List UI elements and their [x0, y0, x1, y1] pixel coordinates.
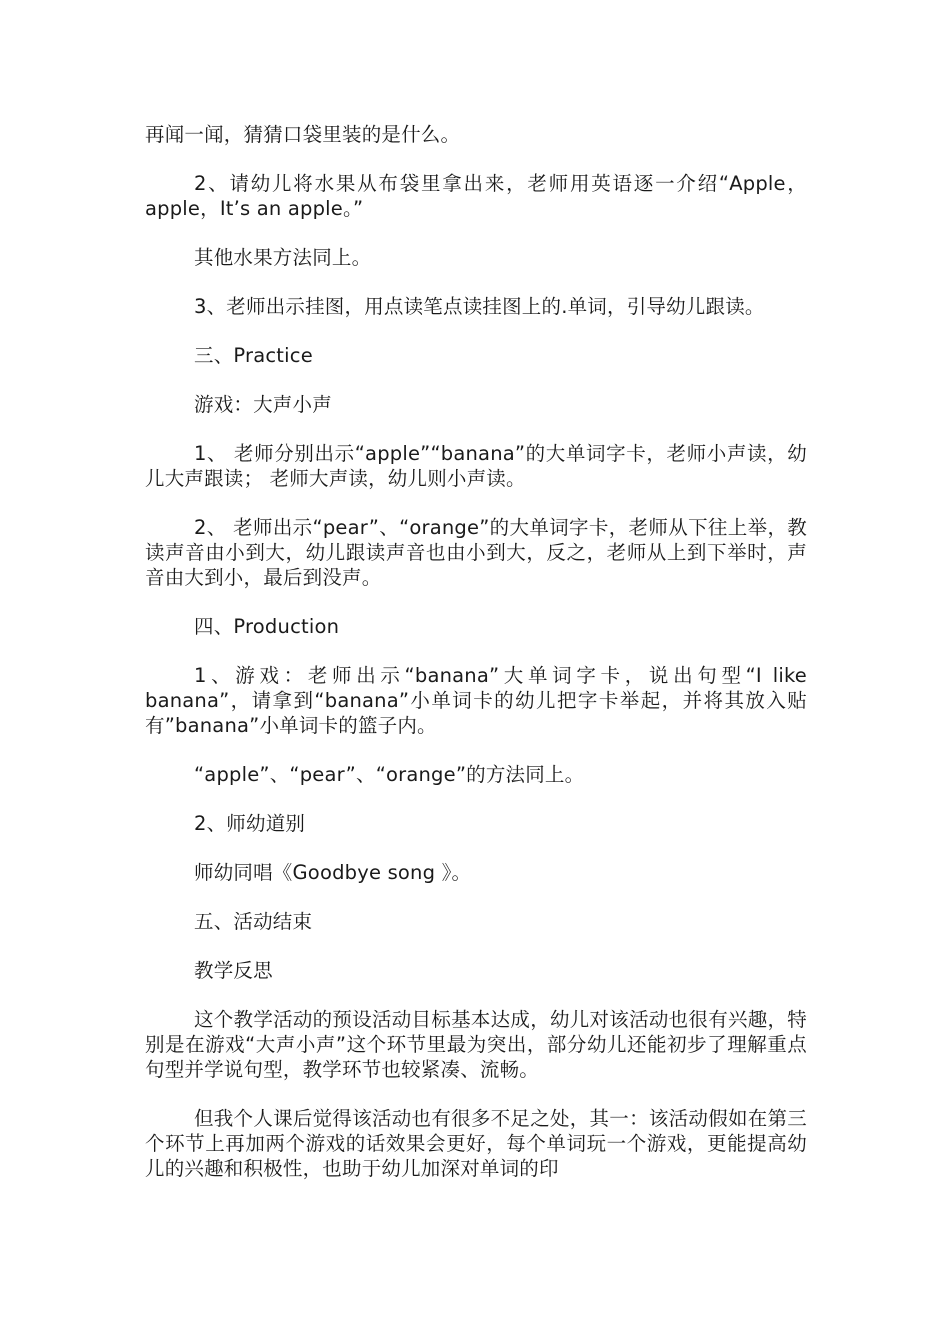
paragraph-8: 2、 老师出示“pear”、“orange”的大单词字卡，老师从下往上举，教读声音由小到大，幼儿跟读声音也由小到大，反之，老师从上到下举时，声音由大到小，最后到没声。 [145, 516, 807, 589]
paragraph-17: 但我个人课后觉得该活动也有很多不足之处，其一：该活动假如在第三个环节上再加两个游戏的话效果会更好，每个单词玩一个游戏，更能提高幼儿的兴趣和积极性，也助于幼儿加深对单词的印 [145, 1107, 807, 1180]
section-heading-production: 四、Production [194, 615, 340, 638]
section-heading-end: 五、活动结束 [194, 910, 313, 933]
section-heading-reflection: 教学反思 [194, 959, 273, 982]
paragraph-11: “apple”、“pear”、“orange”的方法同上。 [194, 763, 585, 786]
paragraph-7: 1、 老师分别出示“apple”“banana”的大单词字卡，老师小声读，幼儿大声跟读； 老师大声读，幼儿则小声读。 [145, 442, 807, 490]
paragraph-13: 师幼同唱《Goodbye song 》。 [194, 861, 472, 884]
paragraph-3: 其他水果方法同上。 [194, 246, 372, 269]
section-heading-practice: 三、Practice [194, 344, 313, 367]
paragraph-1: 再闻一闻，猜猜口袋里装的是什么。 [145, 123, 461, 146]
paragraph-16: 这个教学活动的预设活动目标基本达成，幼儿对该活动也很有兴趣，特别是在游戏“大声小声”这个环节里最为突出，部分幼儿还能初步了理解重点句型并学说句型，教学环节也较紧凑、流畅。 [145, 1008, 807, 1081]
paragraph-4: 3、老师出示挂图，用点读笔点读挂图上的.单词，引导幼儿跟读。 [194, 295, 765, 318]
paragraph-10: 1、游戏：老师出示“banana”大单词字卡，说出句型“I like banana”，请拿到“banana”小单词卡的幼儿把字卡举起，并将其放入贴有”banana”小单词卡的篮子内。 [145, 664, 807, 737]
paragraph-12: 2、师幼道别 [194, 812, 306, 835]
paragraph-2: 2、请幼儿将水果从布袋里拿出来，老师用英语逐一介绍“Apple，apple，It’s an apple。” [145, 172, 807, 220]
document-page [145, 122, 807, 1181]
paragraph-game-title: 游戏：大声小声 [194, 393, 332, 416]
